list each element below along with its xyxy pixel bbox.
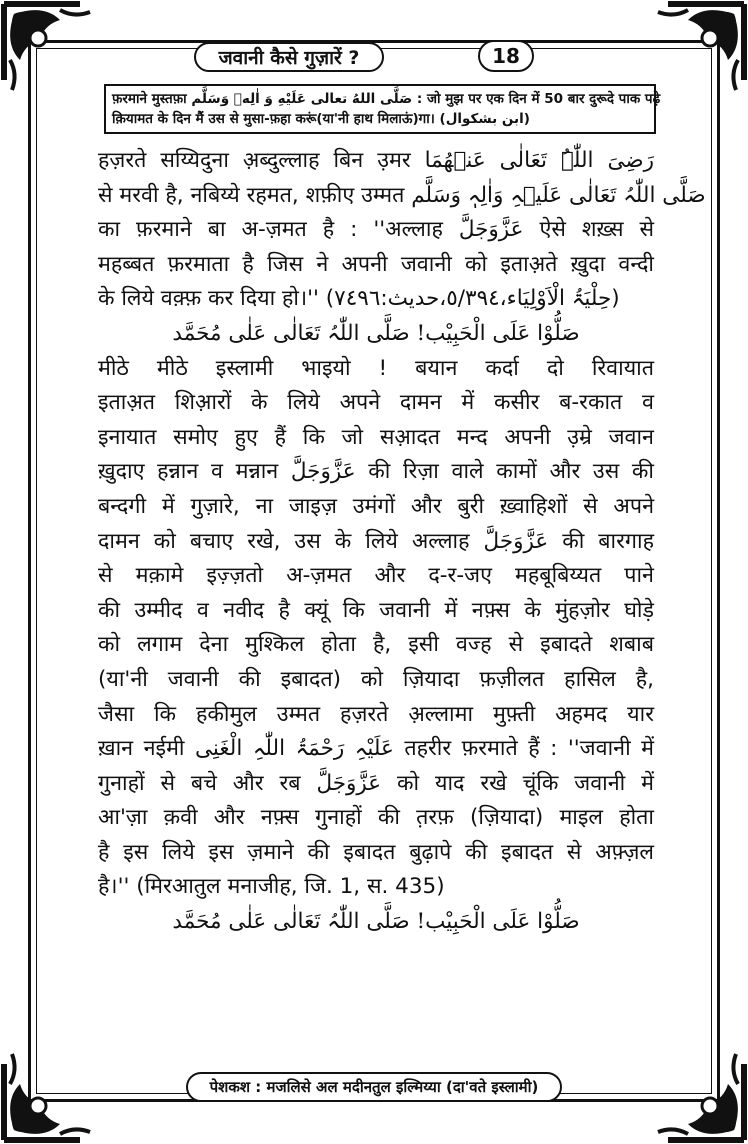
body-line: ख़ुदाए हन्नान व मन्नान عَزَّوَجَلَّ की रिज़ा वाले कामों और उस की xyxy=(98,459,654,485)
publisher-footer: पेशकश : मजलिसे अल मदीनतुल इल्मिय्या (दा'वते इस्लामी) xyxy=(186,1072,562,1102)
body-line: से मरवी है, नबिय्ये रहमत, शफ़ीए उम्मत صَلَّی اللّٰہُ تَعَالٰی عَلَیۡہِ وَاٰلِہٖ وَسَلَّم xyxy=(98,182,706,208)
body-line: के लिये वक़्फ़ कर दिया हो।'' (حِلْیَۃُ الْاَوْلِیَاء،٥/٣٩٤،حدیث:٧٤٩٦) xyxy=(98,286,620,312)
hadith-line-2: क़ियामत के दिन मैं उस से मुसा-फ़हा करूं(या'नी हाथ मिलाऊं)गा। (ابن بشکوال) xyxy=(112,111,530,127)
body-line: बन्दगी में गुज़ारे, ना जाइज़ उमंगों और बुरी ख़्वाहिशों से अपने xyxy=(98,493,654,519)
body-line: आ'ज़ा क़वी और नफ़्स गुनाहों की त़रफ़ (ज़ियादा) माइल होता xyxy=(98,805,654,831)
salawat: صَلُّوْا عَلَی الْحَبِیْب! صَلَّی اللّٰہُ تَعَالٰی عَلٰی مُحَمَّد xyxy=(172,320,580,346)
body-line: की उम्मीद व नवीद है क्यूं कि जवानी में नफ़्स के मुंहज़ोर घोड़े xyxy=(98,597,654,623)
body-line: (या'नी जवानी की इबादत) को ज़ियादा फ़ज़ीलत हासिल है, xyxy=(98,666,654,692)
corner-ornament-icon xyxy=(0,0,120,120)
body-line: महब्बत फ़रमाता है जिस ने अपनी जवानी को इताअ़ते ख़ुदा वन्दी xyxy=(98,251,654,277)
hadith-box xyxy=(104,84,661,134)
body-line: ख़ान नईमी عَلَیْہِ رَحْمَۃُ اللّٰہِ الْغَنِی तहरीर फ़रमाते हैं : ''जवानी में xyxy=(98,736,655,762)
body-line: जैसा कि हकीमुल उम्मत हज़रते अ़ल्लामा मुफ़्ती अहमद यार xyxy=(98,701,654,727)
body-line: दामन को बचाए रखे, उस के लिये अल्लाह عَزَّوَجَلَّ की बारगाह xyxy=(98,528,654,554)
citation-line: है।'' (मिरआतुल मनाजीह, जि. 1, स. 435) xyxy=(98,874,445,900)
book-title: जवानी कैसे गुज़ारें ? xyxy=(194,42,384,72)
salawat: صَلُّوْا عَلَی الْحَبِیْب! صَلَّی اللّٰہُ تَعَالٰی عَلٰی مُحَمَّد xyxy=(172,909,580,935)
hadith-line-1: फ़रमाने मुस्तफ़ा صَلَّى اللهُ تعالى عَلَيْهِ وَ اٰلِهٖ وَسَلَّم : जो मुझ पर एक दिन में 50 बार दुरूदे पाक पढ़े xyxy=(112,91,661,107)
body-line: इनायात समोए हुए हैं कि जो सआ़दत मन्द अपनी उ़म्रे जवान xyxy=(98,424,654,450)
body-line: से मक़ामे इज़्ज़तो अ-ज़मत और द-र-जए महबूबिय्यत पाने xyxy=(98,563,654,589)
body-line: मीठे मीठे इस्लामी भाइयो ! बयान कर्दा दो रिवायात xyxy=(98,355,654,381)
body-line: को लगाम देना मुश्किल होता है, इसी वज्ह से इबादते शबाब xyxy=(98,632,654,658)
body-line: इताअ़त शिआ़रों के लिये अपने दामन में कसीर ब-रकात व xyxy=(98,390,654,416)
body-line: का फ़रमाने बा अ-ज़मत है : ''अल्लाह عَزَّوَجَلَّ ऐसे शख़्स से xyxy=(98,217,654,243)
corner-ornament-icon xyxy=(628,1024,748,1144)
body-line: है इस लिये इस ज़माने की इबादत बुढ़ापे की इबादत से अफ़्ज़ल xyxy=(98,839,654,865)
body-text xyxy=(98,144,706,940)
body-line: हज़रते सय्यिदुना अ़ब्दुल्लाह बिन उ़मर رَضِیَ اللّٰہُ تَعَالٰی عَنۡھُمَا xyxy=(98,148,655,173)
page-number: 18 xyxy=(478,40,534,72)
corner-ornament-icon xyxy=(0,1024,120,1144)
body-line: गुनाहों से बचे और रब عَزَّوَجَلَّ को याद रखे चूंकि जवानी में xyxy=(98,770,654,796)
